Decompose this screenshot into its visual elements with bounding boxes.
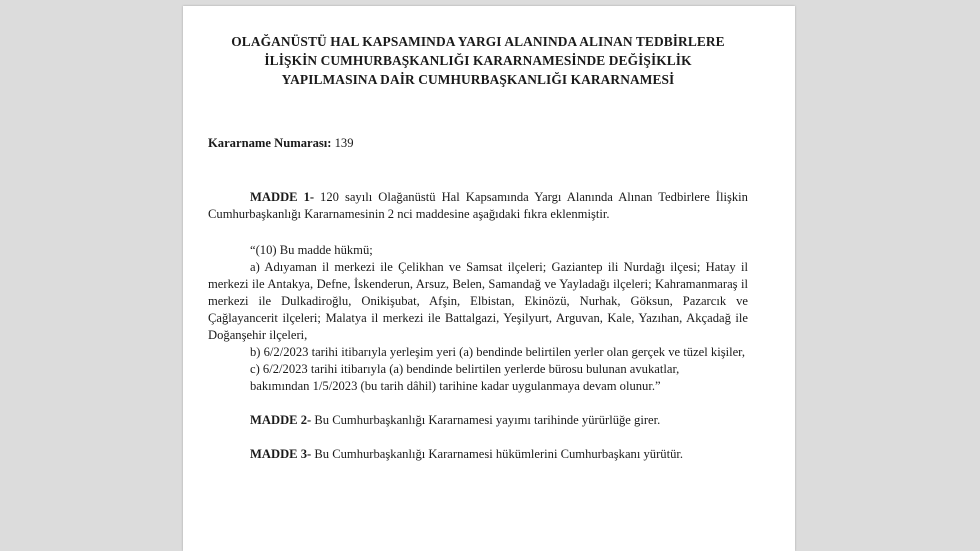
title-line-2: İLİŞKİN CUMHURBAŞKANLIĞI KARARNAMESİNDE DEĞİŞİKLİK (264, 53, 692, 68)
article-2-label: MADDE 2- (250, 413, 312, 427)
document-title (208, 32, 748, 89)
quote-item-a: a) Adıyaman il merkezi ile Çelikhan ve Samsat ilçeleri; Gaziantep ili Nurdağı ilçesi; Hatay il merkezi ile Antakya, Defne, İskenderun, Arsuz, Belen, Samandağ ve Yayladağı ilçeleri; Kahramanmaraş il merkezi ile Dulkadiroğlu, Onikişubat, Afşin, Elbistan, Ekinözü, Nurhak, Göksun, Pazarcık ve Çağlayancerit ilçeleri; Malatya il merkezi ile Battalgazi, Yeşilyurt, Arguvan, Kale, Yazıhan, Akçadağ ile Doğanşehir ilçeleri, (208, 260, 748, 342)
article-3-label: MADDE 3- (250, 447, 312, 461)
article-1 (208, 189, 748, 223)
quote-intro: “(10) Bu madde hükmü; (250, 243, 373, 257)
article-3-text: Bu Cumhurbaşkanlığı Kararnamesi hükümlerini Cumhurbaşkanı yürütür. (311, 447, 684, 461)
document-page (183, 6, 795, 551)
title-line-3: YAPILMASINA DAİR CUMHURBAŞKANLIĞI KARARNAMESİ (281, 72, 675, 87)
decree-number-value: 139 (331, 136, 354, 150)
quote-closing: bakımından 1/5/2023 (bu tarih dâhil) tarihine kadar uygulanmaya devam olunur.” (250, 379, 661, 393)
article-1-label: MADDE 1- (250, 190, 315, 204)
quote-item-c: c) 6/2/2023 tarihi itibarıyla (a) bendinde belirtilen yerlerde bürosu bulunan avukatlar, (250, 362, 680, 376)
article-2 (208, 412, 748, 429)
article-1-text: 120 sayılı Olağanüstü Hal Kapsamında Yargı Alanında Alınan Tedbirlere İlişkin Cumhurbaşkanlığı Kararnamesinin 2 nci maddesine aşağıdaki fıkra eklenmiştir. (208, 190, 748, 221)
title-line-1: OLAĞANÜSTÜ HAL KAPSAMINDA YARGI ALANINDA ALINAN TEDBİRLERE (231, 34, 725, 49)
quote-item-b: b) 6/2/2023 tarihi itibarıyla yerleşim yeri (a) bendinde belirtilen yerler olan gerçek ve tüzel kişiler, (250, 345, 746, 359)
article-2-text: Bu Cumhurbaşkanlığı Kararnamesi yayımı tarihinde yürürlüğe girer. (311, 413, 661, 427)
decree-number (208, 135, 748, 152)
article-3 (208, 446, 748, 463)
decree-number-label: Kararname Numarası: (208, 136, 332, 150)
